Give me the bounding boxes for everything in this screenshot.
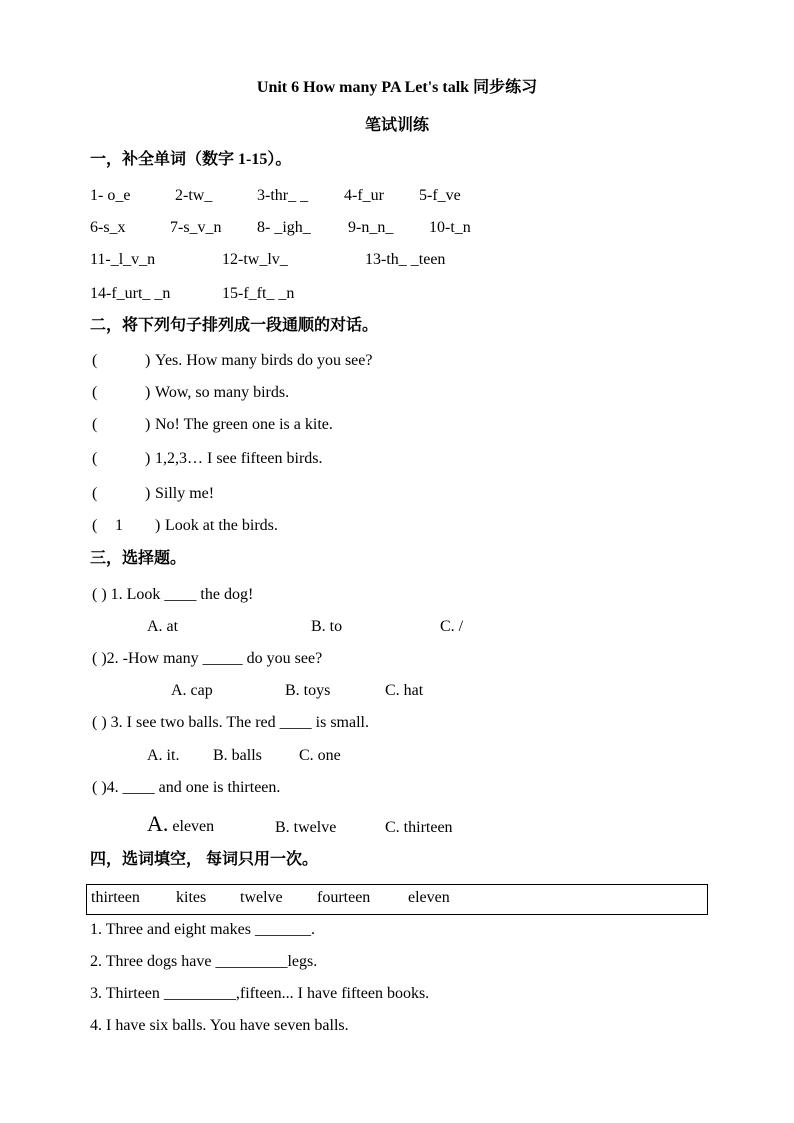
option-a	[147, 811, 215, 837]
order-paren-close: )	[145, 352, 151, 369]
order-paren: (	[92, 352, 98, 369]
order-paren-close: )	[145, 485, 151, 502]
word-bank-item: thirteen	[91, 889, 140, 906]
order-paren: (	[92, 384, 98, 401]
word-item: 8- _igh_	[257, 219, 311, 236]
section1-heading: 一，补全单词（数字 1-15）。	[90, 151, 292, 168]
word-item: 15-f_ft_ _n	[222, 285, 295, 302]
option-c: C. /	[440, 618, 464, 635]
word-item: 6-s_x	[90, 219, 126, 236]
dialogue-line: Wow, so many birds.	[155, 384, 290, 401]
option-c: C. thirteen	[385, 819, 453, 836]
option-b: B. twelve	[275, 819, 337, 836]
question-3: ( ) 3. I see two balls. The red ____ is small.	[92, 714, 369, 731]
page-subtitle: 笔试训练	[364, 117, 429, 134]
word-item: 10-t_n	[429, 219, 471, 236]
page-title: Unit 6 How many PA Let's talk 同步练习	[256, 79, 538, 96]
dialogue-line: 1,2,3… I see fifteen birds.	[155, 450, 323, 467]
question-4: ( )4. ____ and one is thirteen.	[92, 779, 281, 796]
order-paren-close: )	[145, 450, 151, 467]
dialogue-line: Silly me!	[155, 485, 215, 502]
order-paren: (	[92, 517, 98, 534]
order-paren-close: )	[145, 416, 151, 433]
dialogue-line: No! The green one is a kite.	[155, 416, 333, 433]
word-item: 14-f_urt_ _n	[90, 285, 171, 302]
option-c: C. one	[299, 747, 341, 764]
order-paren-close: )	[145, 384, 151, 401]
word-item: 3-thr_ _	[257, 187, 309, 204]
word-bank-item: fourteen	[317, 889, 371, 906]
fill-sentence: 1. Three and eight makes _______.	[90, 921, 315, 938]
option-b: B. balls	[213, 747, 262, 764]
word-item: 4-f_ur	[344, 187, 384, 204]
order-paren-close: )	[155, 517, 161, 534]
option-a: A. at	[147, 618, 179, 635]
option-a: A. it.	[147, 747, 180, 764]
fill-sentence: 2. Three dogs have _________legs.	[90, 953, 318, 970]
section2-heading: 二，将下列句子排列成一段通顺的对话。	[90, 317, 379, 334]
word-item: 13-th_ _teen	[365, 251, 446, 268]
word-item: 7-s_v_n	[170, 219, 222, 236]
option-b: B. to	[311, 618, 343, 635]
order-paren: (	[92, 416, 98, 433]
section3-heading: 三，选择题。	[90, 550, 187, 567]
word-bank-item: eleven	[408, 889, 450, 906]
dialogue-line: Yes. How many birds do you see?	[155, 352, 373, 369]
order-paren: (	[92, 485, 98, 502]
option-b: B. toys	[285, 682, 331, 699]
question-2: ( )2. -How many _____ do you see?	[92, 650, 323, 667]
word-item: 12-tw_lv_	[222, 251, 288, 268]
dialogue-line: Look at the birds.	[165, 517, 278, 534]
fill-sentence: 3. Thirteen _________,fifteen... I have fifteen books.	[90, 985, 430, 1002]
word-bank-item: twelve	[240, 889, 283, 906]
question-1: ( ) 1. Look ____ the dog!	[92, 586, 254, 603]
word-item: 1- o_e	[90, 187, 131, 204]
word-item: 2-tw_	[175, 187, 213, 204]
option-a: A. cap	[171, 682, 213, 699]
word-bank-box	[86, 884, 708, 915]
fill-sentence: 4. I have six balls. You have seven balls.	[90, 1017, 349, 1034]
order-answer: 1	[115, 517, 123, 534]
word-bank-item: kites	[176, 889, 207, 906]
word-item: 5-f_ve	[419, 187, 461, 204]
option-a-word: eleven	[172, 818, 215, 835]
section4-heading: 四，选词填空， 每词只用一次。	[90, 851, 319, 868]
option-a-letter: A.	[147, 811, 169, 836]
order-paren: (	[92, 450, 98, 467]
word-item: 11-_l_v_n	[90, 251, 156, 268]
option-c: C. hat	[385, 682, 424, 699]
word-item: 9-n_n_	[348, 219, 394, 236]
